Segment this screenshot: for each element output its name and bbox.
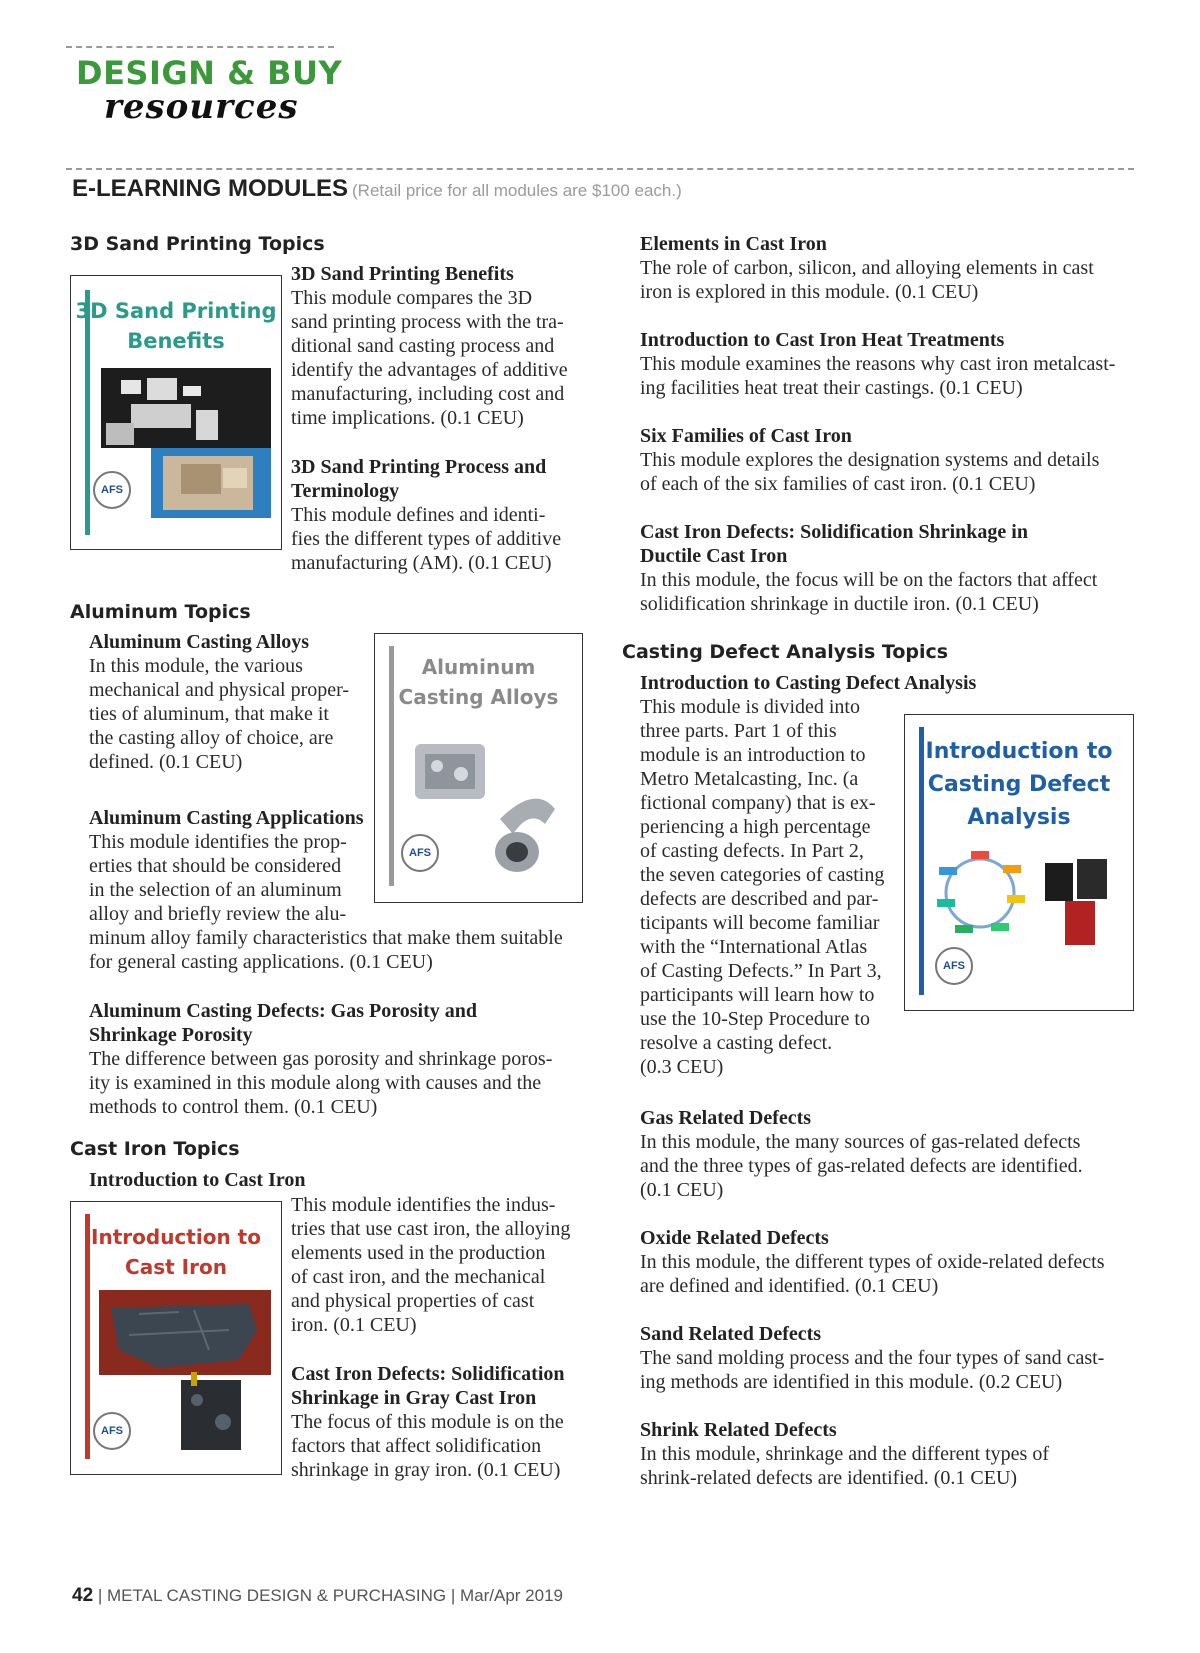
afs-logo: AFS xyxy=(93,1412,131,1450)
desc-line: the casting alloy of choice, are xyxy=(89,727,334,749)
cover-introduction-to-cast-iron xyxy=(70,1201,282,1475)
module-3d-sand-printing-process xyxy=(291,455,591,575)
desc-line: (0.3 CEU) xyxy=(640,1056,724,1078)
module-title: Introduction to Cast Iron Heat Treatments xyxy=(640,329,1005,351)
desc-line: In this module, the various xyxy=(89,655,303,677)
desc-line: are defined and identified. (0.1 CEU) xyxy=(640,1275,939,1297)
desc-line: This module is divided into xyxy=(640,696,860,718)
cover-title-line2: Cast Iron xyxy=(125,1255,227,1279)
module-title: Sand Related Defects xyxy=(640,1323,822,1345)
module-title: Gas Related Defects xyxy=(640,1107,812,1129)
desc-line: fies the different types of additive xyxy=(291,528,562,550)
module-gas-related-defects xyxy=(640,1106,1140,1202)
cover-intro-casting-defect-analysis xyxy=(904,714,1134,1011)
module-cast-iron-defects-gray xyxy=(291,1362,591,1482)
module-title: Six Families of Cast Iron xyxy=(640,425,852,447)
desc-line: shrinkage in gray iron. (0.1 CEU) xyxy=(291,1459,561,1481)
title-line: Aluminum Casting Defects: Gas Porosity and xyxy=(89,1000,477,1022)
desc-line: This module examines the reasons why cast iron metalcast- xyxy=(640,353,1116,375)
module-title: Oxide Related Defects xyxy=(640,1227,829,1249)
module-title-intro-cast-iron: Introduction to Cast Iron xyxy=(89,1169,306,1191)
module-title: Aluminum Casting Alloys xyxy=(89,631,310,653)
cover-accent-bar xyxy=(919,727,924,995)
module-elements-in-cast-iron xyxy=(640,232,1140,304)
desc-line: fictional company) that is ex- xyxy=(640,792,876,814)
desc-line: shrink-related defects are identified. (0.1 CEU) xyxy=(640,1467,1018,1489)
desc-line: identify the advantages of additive xyxy=(291,359,568,381)
module-six-families-cast-iron xyxy=(640,424,1140,496)
desc-line: erties that should be considered xyxy=(89,855,342,877)
title-line: Shrinkage Porosity xyxy=(89,1024,253,1046)
module-description xyxy=(640,1346,1140,1394)
cover-title-line1: 3D Sand Printing xyxy=(75,299,277,323)
topic-casting-defect-analysis: Casting Defect Analysis Topics xyxy=(622,641,949,663)
topic-aluminum: Aluminum Topics xyxy=(70,601,251,623)
desc-line: ing methods are identified in this module. (0.2 CEU) xyxy=(640,1371,1063,1393)
desc-line: This module identifies the indus- xyxy=(291,1194,556,1216)
desc-line: participants will learn how to xyxy=(640,984,875,1006)
cover-title-line2: Casting Alloys xyxy=(398,685,559,709)
desc-line: This module explores the designation systems and details xyxy=(640,449,1100,471)
desc-line: methods to control them. (0.1 CEU) xyxy=(89,1096,378,1118)
desc-line: The sand molding process and the four types of sand cast- xyxy=(640,1347,1105,1369)
desc-line: and the three types of gas-related defects are identified. xyxy=(640,1155,1083,1177)
module-aluminum-casting-alloys xyxy=(89,630,369,774)
defect-cycle-diagram xyxy=(935,843,1120,953)
desc-line: minum alloy family characteristics that make them suitable xyxy=(89,927,563,949)
desc-line: module is an introduction to xyxy=(640,744,866,766)
module-description xyxy=(640,1442,1140,1490)
module-3d-sand-printing-benefits xyxy=(291,262,591,430)
desc-line: defects are described and par- xyxy=(640,888,879,910)
section-header xyxy=(72,175,682,203)
cover-title-line1: Introduction to xyxy=(91,1225,261,1249)
desc-line: three parts. Part 1 of this xyxy=(640,720,837,742)
module-shrink-related-defects xyxy=(640,1418,1140,1490)
cover-title-line3: Analysis xyxy=(967,805,1071,830)
module-cast-iron-heat-treatments xyxy=(640,328,1140,400)
desc-line: periencing a high percentage xyxy=(640,816,871,838)
desc-line: This module identifies the prop- xyxy=(89,831,347,853)
desc-line: sand printing process with the tra- xyxy=(291,311,564,333)
module-description xyxy=(291,1410,591,1482)
module-description xyxy=(640,1250,1140,1298)
desc-line: The role of carbon, silicon, and alloying elements in cast xyxy=(640,257,1094,279)
desc-line: the seven categories of casting xyxy=(640,864,885,886)
desc-line: factors that affect solidification xyxy=(291,1435,542,1457)
desc-line: (0.1 CEU) xyxy=(640,1179,724,1201)
section-dashed-rule xyxy=(66,168,1134,170)
desc-line: of cast iron, and the mechanical xyxy=(291,1266,546,1288)
desc-line: ditional sand casting process and xyxy=(291,335,555,357)
desc-line: of each of the six families of cast iron. (0.1 CEU) xyxy=(640,473,1036,495)
desc-line: and physical properties of cast xyxy=(291,1290,535,1312)
module-description xyxy=(640,568,1140,616)
cover-3d-sand-printing xyxy=(70,275,282,550)
module-description xyxy=(640,695,890,1079)
topic-cast-iron: Cast Iron Topics xyxy=(70,1138,240,1160)
page-number: 42 xyxy=(72,1585,94,1606)
desc-line: resolve a casting defect. xyxy=(640,1032,833,1054)
module-intro-cast-iron-description xyxy=(291,1193,591,1337)
module-cast-iron-defects-ductile xyxy=(640,520,1140,616)
afs-logo: AFS xyxy=(401,834,439,872)
desc-line: of casting defects. In Part 2, xyxy=(640,840,864,862)
desc-line: ticipants will become familiar xyxy=(640,912,880,934)
title-line: Shrinkage in Gray Cast Iron xyxy=(291,1387,537,1409)
module-description xyxy=(640,448,1140,496)
afs-logo: AFS xyxy=(935,947,973,985)
title-line: Cast Iron Defects: Solidification xyxy=(291,1363,565,1385)
desc-line: iron is explored in this module. (0.1 CEU) xyxy=(640,281,979,303)
module-title: Shrink Related Defects xyxy=(640,1419,837,1441)
desc-line: ties of aluminum, that make it xyxy=(89,703,329,725)
cover-title-line1: Aluminum xyxy=(421,655,536,679)
module-description xyxy=(291,1193,591,1337)
desc-line: of Casting Defects.” In Part 3, xyxy=(640,960,882,982)
cover-title-line1: Introduction to xyxy=(925,739,1113,764)
desc-line: time implications. (0.1 CEU) xyxy=(291,407,524,429)
publication-name: METAL CASTING DESIGN & PURCHASING xyxy=(107,1586,447,1605)
desc-line: mechanical and physical proper- xyxy=(89,679,350,701)
desc-line: alloy and briefly review the alu- xyxy=(89,903,347,925)
cover-title-line2: Casting Defect xyxy=(927,772,1111,797)
desc-line: defined. (0.1 CEU) xyxy=(89,751,243,773)
module-title: Introduction to Casting Defect Analysis xyxy=(640,672,977,694)
module-title: 3D Sand Printing Benefits xyxy=(291,263,514,285)
module-description xyxy=(640,352,1140,400)
module-title xyxy=(640,520,1140,568)
desc-line: In this module, the focus will be on the factors that affect xyxy=(640,569,1098,591)
brand-subtitle: resources xyxy=(104,87,299,127)
title-line: Terminology xyxy=(291,480,400,502)
afs-logo: AFS xyxy=(93,471,131,509)
desc-line: In this module, the different types of oxide-related defects xyxy=(640,1251,1105,1273)
desc-line: In this module, the many sources of gas-related defects xyxy=(640,1131,1081,1153)
section-title: E-LEARNING MODULES xyxy=(72,175,348,202)
title-line: Ductile Cast Iron xyxy=(640,545,788,567)
module-description xyxy=(89,1047,589,1119)
title-line: Cast Iron Defects: Solidification Shrinkage in xyxy=(640,521,1028,543)
desc-line: manufacturing (AM). (0.1 CEU) xyxy=(291,552,552,574)
footer-separator: | xyxy=(97,1586,108,1605)
desc-line: ity is examined in this module along with causes and the xyxy=(89,1072,542,1094)
module-title xyxy=(89,999,589,1047)
issue-date: Mar/Apr 2019 xyxy=(460,1586,563,1605)
module-description xyxy=(89,654,369,774)
page-footer xyxy=(72,1585,563,1607)
topic-3d-sand-printing: 3D Sand Printing Topics xyxy=(70,233,325,255)
module-aluminum-casting-defects xyxy=(89,999,589,1119)
module-oxide-related-defects xyxy=(640,1226,1140,1298)
desc-line: elements used in the production xyxy=(291,1242,546,1264)
desc-line: iron. (0.1 CEU) xyxy=(291,1314,417,1336)
desc-line: with the “International Atlas xyxy=(640,936,868,958)
desc-line: This module defines and identi- xyxy=(291,504,546,526)
cover-title-line2: Benefits xyxy=(127,329,225,353)
desc-line: in the selection of an aluminum xyxy=(89,879,342,901)
desc-line: The focus of this module is on the xyxy=(291,1411,564,1433)
desc-line: ing facilities heat treat their castings. (0.1 CEU) xyxy=(640,377,1023,399)
module-title: Aluminum Casting Applications xyxy=(89,807,364,829)
module-description xyxy=(640,256,1140,304)
brand-title: DESIGN & BUY xyxy=(76,54,343,92)
desc-line: use the 10-Step Procedure to xyxy=(640,1008,870,1030)
module-description xyxy=(291,286,591,430)
module-title: Elements in Cast Iron xyxy=(640,233,827,255)
footer-separator: | xyxy=(450,1586,460,1605)
desc-line: for general casting applications. (0.1 CEU) xyxy=(89,951,433,973)
module-description xyxy=(291,503,591,575)
brand-logo xyxy=(76,54,343,127)
desc-line: This module compares the 3D xyxy=(291,287,533,309)
top-dashed-rule xyxy=(66,46,334,48)
module-aluminum-casting-applications xyxy=(89,806,589,974)
desc-line: Metro Metalcasting, Inc. (a xyxy=(640,768,859,790)
desc-line: manufacturing, including cost and xyxy=(291,383,565,405)
desc-line: tries that use cast iron, the alloying xyxy=(291,1218,571,1240)
module-sand-related-defects xyxy=(640,1322,1140,1394)
desc-line: In this module, shrinkage and the different types of xyxy=(640,1443,1049,1465)
desc-line: The difference between gas porosity and shrinkage poros- xyxy=(89,1048,553,1070)
title-line: 3D Sand Printing Process and xyxy=(291,456,547,478)
module-title xyxy=(291,455,591,503)
module-title xyxy=(291,1362,591,1410)
desc-line: solidification shrinkage in ductile iron. (0.1 CEU) xyxy=(640,593,1039,615)
section-note: (Retail price for all modules are $100 each.) xyxy=(352,181,682,200)
module-description xyxy=(89,830,589,974)
module-description xyxy=(640,1130,1140,1202)
